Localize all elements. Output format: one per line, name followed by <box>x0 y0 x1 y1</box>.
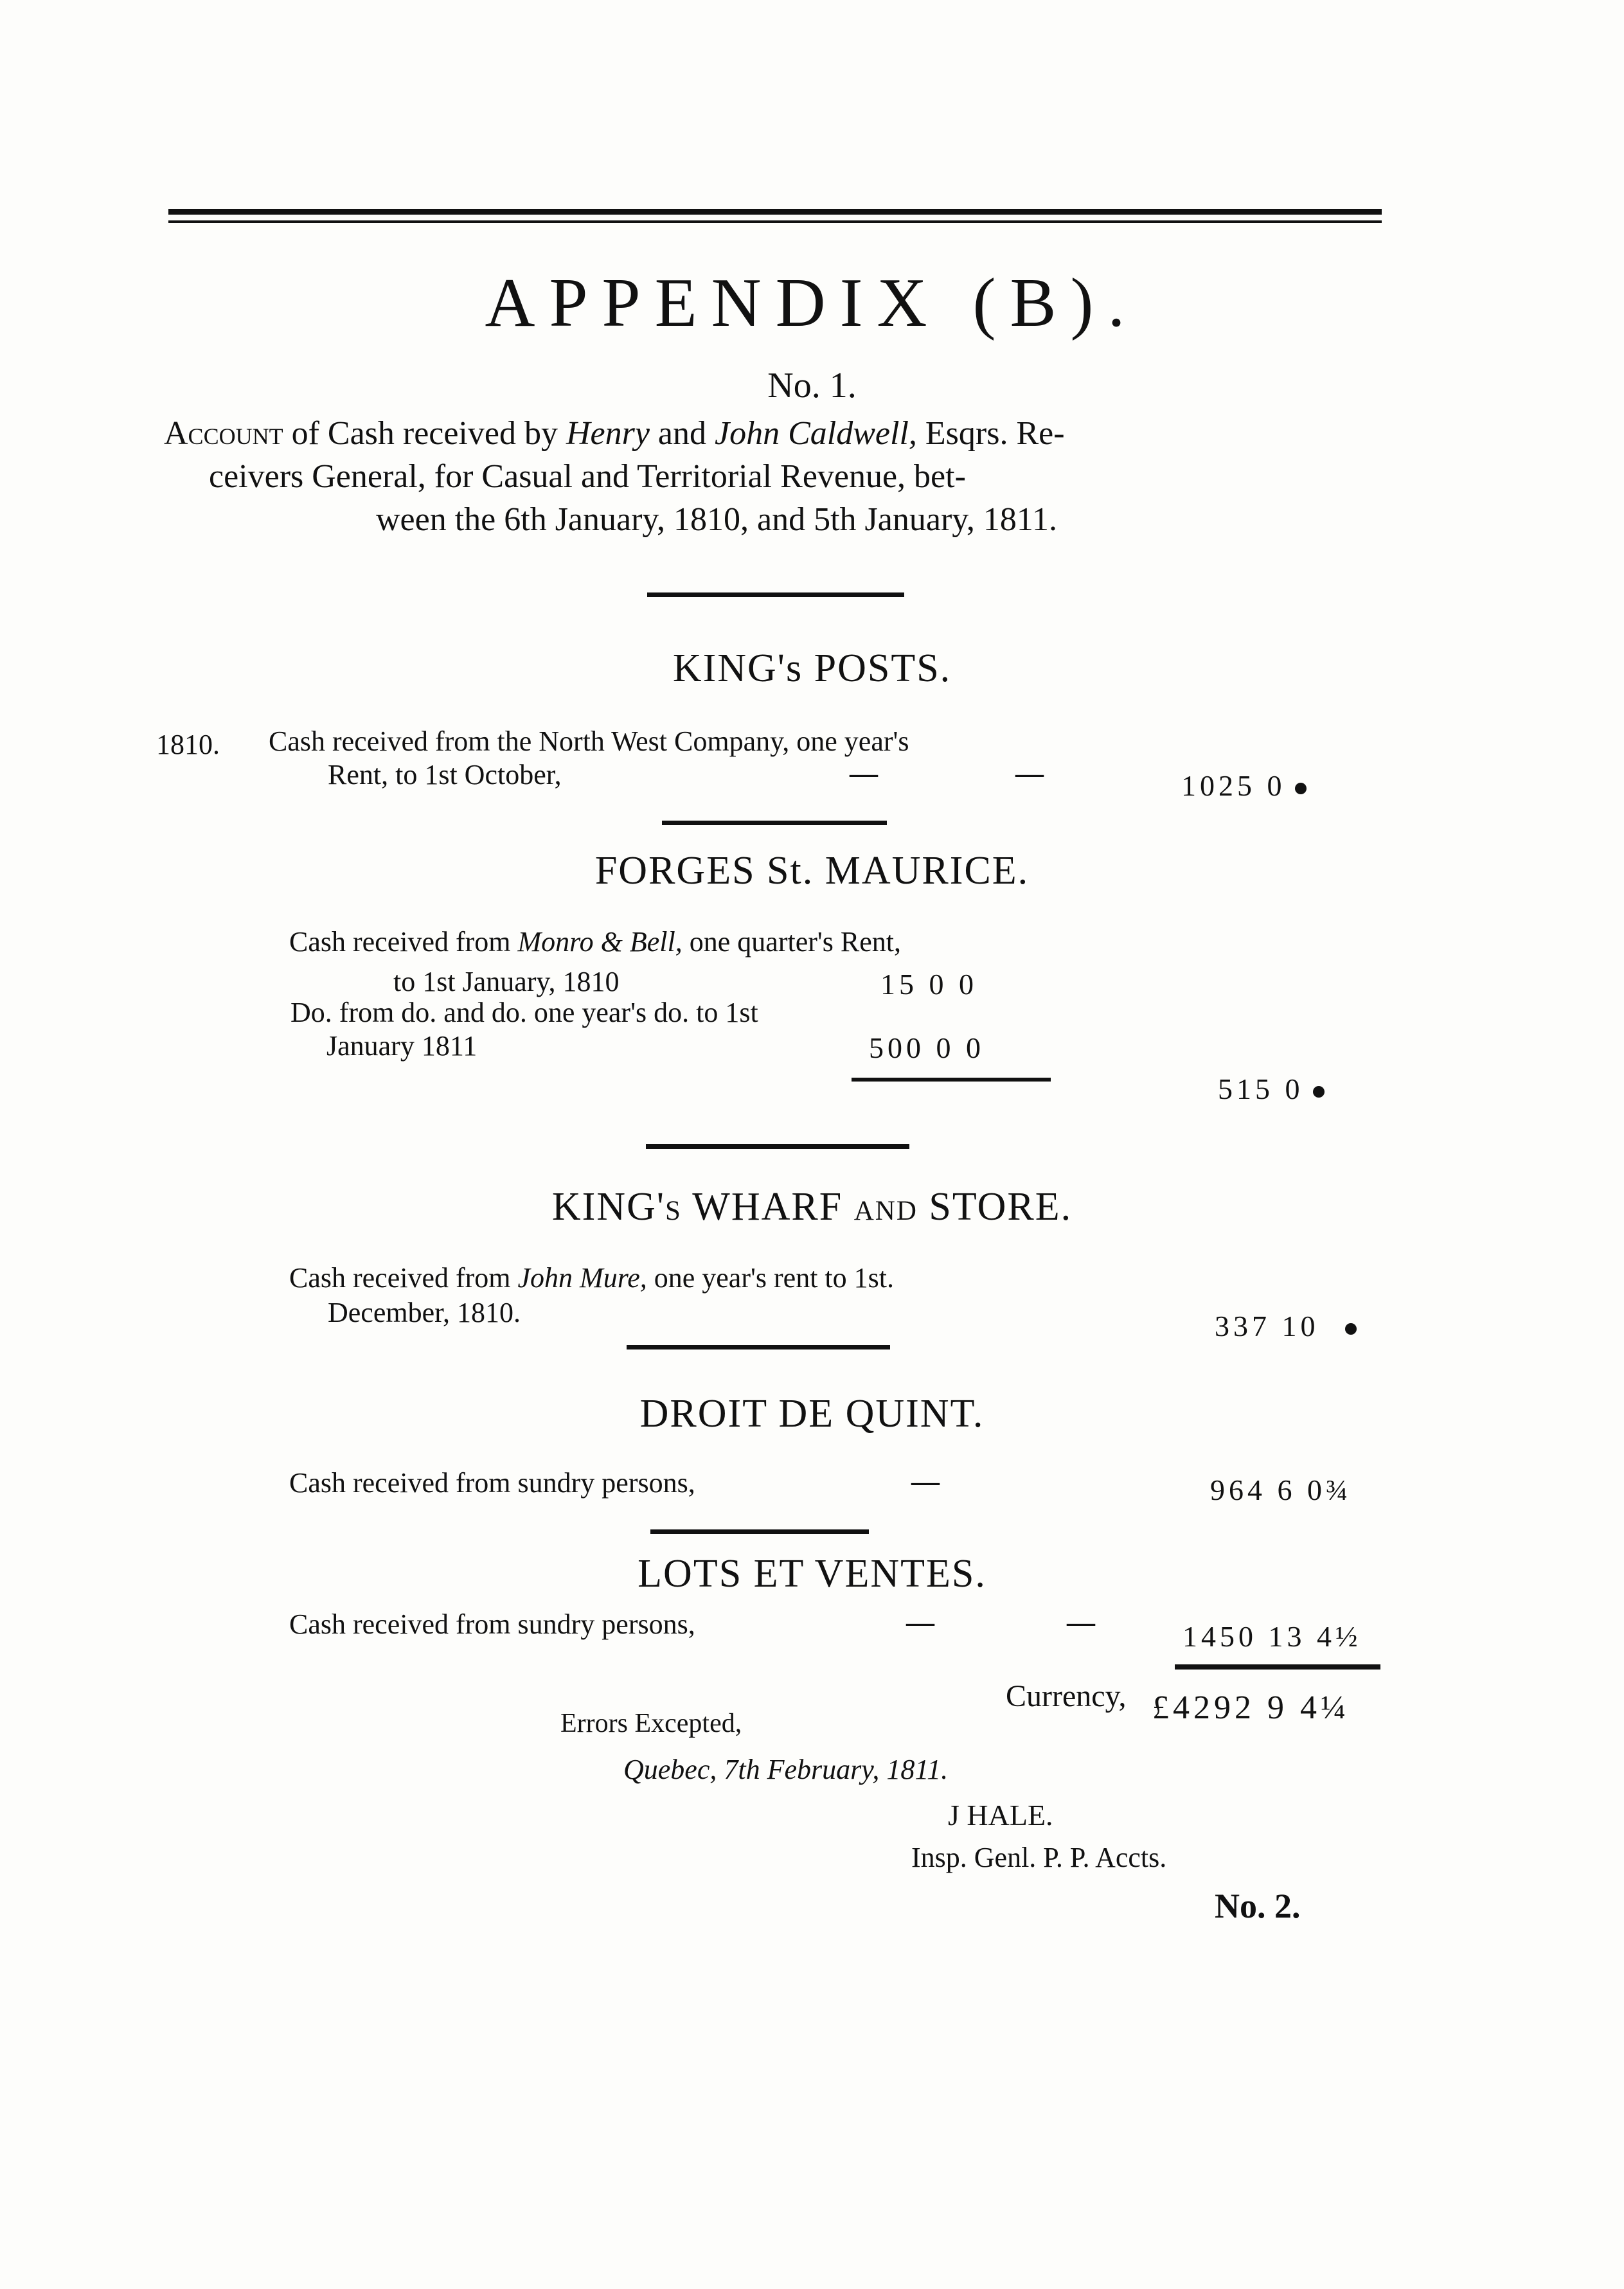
wharf-line-1a: Cash received from <box>289 1262 511 1294</box>
kings-posts-line-1: Cash received from the North West Company, one year's <box>269 726 909 757</box>
total-label: Currency, <box>1006 1679 1127 1713</box>
forges-line-1 <box>289 925 901 958</box>
section-heading-kings-posts: KING's POSTS. <box>672 646 952 690</box>
kings-posts-line-2: Rent, to 1st October, <box>328 759 562 790</box>
forges-line-1a: Cash received from <box>289 926 511 957</box>
divider-5 <box>650 1529 869 1534</box>
forges-line-3: Do. from do. and do. one year's do. to 1st <box>290 997 758 1028</box>
kings-posts-amount <box>1181 769 1307 803</box>
forges-amount <box>1218 1072 1325 1106</box>
ink-dot <box>1345 1323 1357 1335</box>
section-heading-droit: DROIT DE QUINT. <box>639 1392 985 1436</box>
droit-amount: 964 6 0¾ <box>1210 1474 1352 1506</box>
wharf-line-1b: one year's rent to 1st. <box>654 1262 895 1294</box>
page-title: APPENDIX (B). <box>485 265 1139 341</box>
ink-dot <box>1295 783 1307 794</box>
divider-2 <box>662 821 887 825</box>
lots-dash-2: — <box>1067 1607 1095 1638</box>
kings-posts-amount-value: 1025 0 <box>1181 769 1286 802</box>
kings-posts-year: 1810. <box>156 729 220 760</box>
divider-1 <box>647 592 904 597</box>
place-date: Quebec, 7th February, 1811. <box>623 1754 949 1785</box>
lots-amount: 1450 13 4½ <box>1182 1620 1362 1653</box>
wharf-amount-value: 337 10 <box>1215 1310 1319 1342</box>
droit-line-1: Cash received from sundry persons, <box>289 1467 695 1499</box>
total-rule <box>1175 1664 1380 1670</box>
total-amount: £4292 9 4¼ <box>1152 1689 1350 1726</box>
intro-and: and <box>657 415 707 452</box>
section-heading-wharf <box>0 1184 1624 1230</box>
top-rule-thick <box>168 209 1382 215</box>
intro-p1: of Cash received by <box>291 415 558 452</box>
wharf-line-1 <box>289 1261 894 1294</box>
intro-john: John Caldwell, <box>715 415 917 452</box>
lots-dash-1: — <box>906 1607 934 1638</box>
forges-sum-rule <box>852 1078 1051 1082</box>
wharf-heading-text: KING's WHARF and STORE. <box>551 1185 1073 1229</box>
forges-line-1b: one quarter's Rent, <box>689 926 902 957</box>
errors-excepted: Errors Excepted, <box>560 1709 742 1738</box>
section-heading-lots: LOTS ET VENTES. <box>638 1552 986 1596</box>
intro-line-3: ween the 6th January, 1810, and 5th January, 1811. <box>376 501 1057 538</box>
intro-henry: Henry <box>566 415 650 452</box>
intro-lead: Account <box>164 415 283 452</box>
intro-line-2: ceivers General, for Casual and Territorial Revenue, bet- <box>209 458 966 495</box>
wharf-amount <box>1215 1309 1357 1343</box>
droit-dash: — <box>911 1466 940 1497</box>
divider-3 <box>646 1144 909 1149</box>
signer: J HALE. <box>948 1799 1053 1831</box>
kings-posts-dash-2: — <box>1015 758 1044 789</box>
wharf-line-2: December, 1810. <box>328 1297 521 1328</box>
appendix-number: No. 1. <box>767 366 857 405</box>
next-page-marker: No. 2. <box>1215 1887 1301 1925</box>
signer-office: Insp. Genl. P. P. Accts. <box>911 1842 1167 1873</box>
divider-4 <box>627 1345 890 1349</box>
forges-firm: Monro & Bell, <box>517 926 683 957</box>
top-rule-thin <box>168 220 1382 223</box>
forges-subtotal-2: 500 0 0 <box>869 1031 985 1064</box>
forges-line-2: to 1st January, 1810 <box>393 966 620 997</box>
forges-line-4: January 1811 <box>326 1030 477 1062</box>
intro-line-1 <box>164 414 1065 452</box>
intro-p2: Esqrs. Re- <box>925 415 1065 452</box>
ink-dot <box>1313 1086 1325 1098</box>
kings-posts-dash-1: — <box>850 758 878 789</box>
forges-subtotal-1: 15 0 0 <box>880 968 977 1001</box>
section-heading-forges: FORGES St. MAURICE. <box>594 849 1030 893</box>
wharf-name: John Mure, <box>517 1262 647 1294</box>
lots-line-1: Cash received from sundry persons, <box>289 1608 695 1640</box>
forges-amount-value: 515 0 <box>1218 1073 1304 1105</box>
